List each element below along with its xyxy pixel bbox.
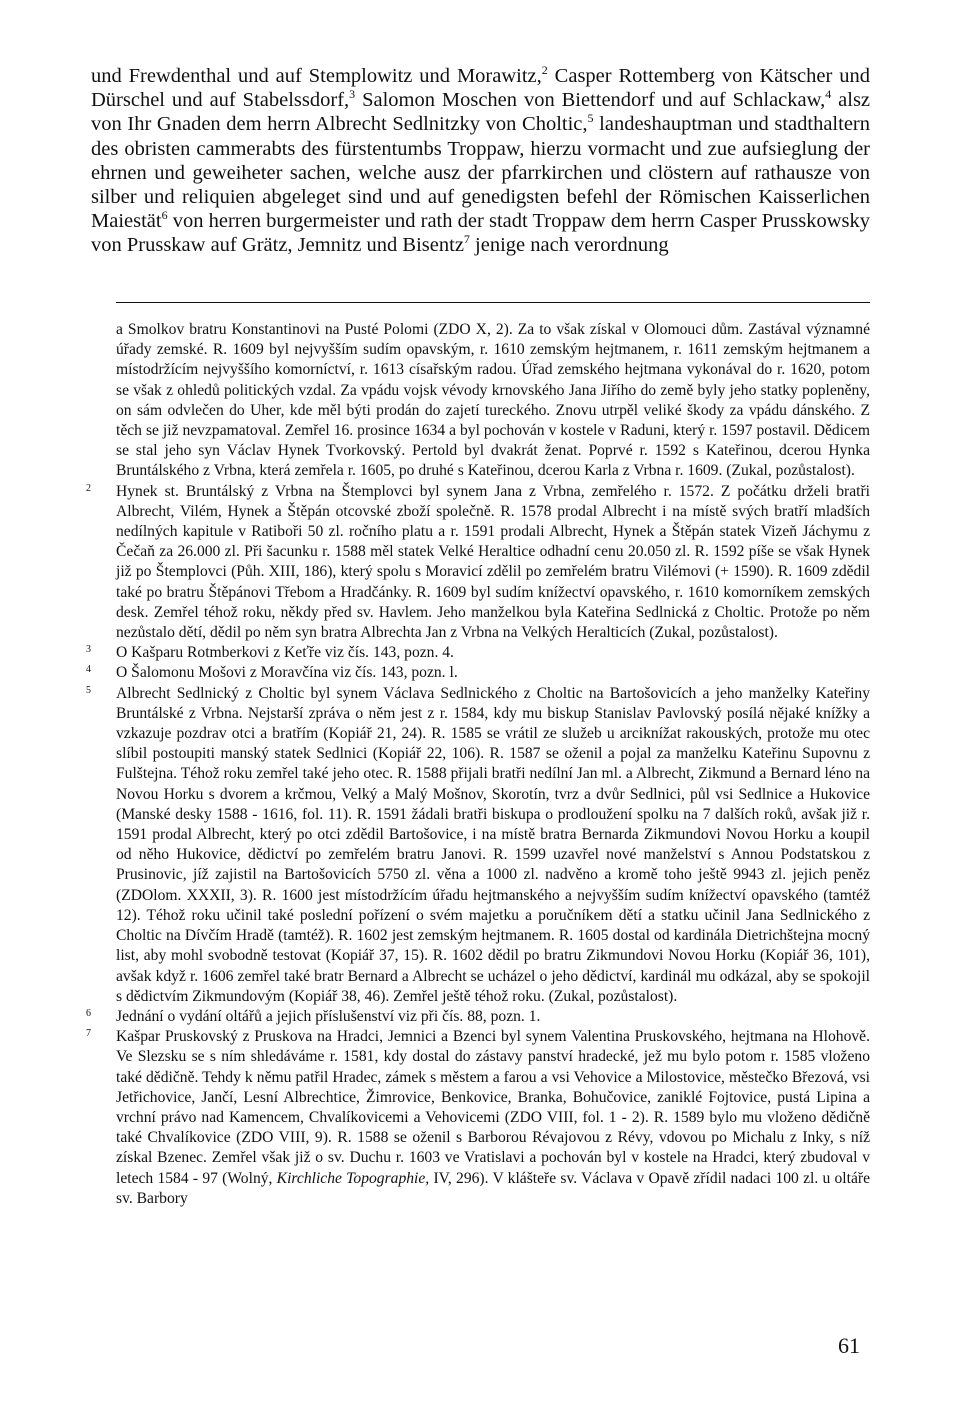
main-text-segment: von herren burgermeister und rath der stadt Troppaw dem herrn Casper Prusskowsky von Prusskaw auf Grätz, Jemnitz und Bisentz [91, 210, 870, 257]
footnote-3 [86, 643, 870, 663]
footnote-7 [86, 1027, 870, 1209]
main-text-paragraph [91, 64, 870, 258]
footnote-text: a Smolkov bratru Konstantinovi na Pusté Polomi (ZDO X, 2). Za to však získal v Olomouci dům. Zastával významné úřady zemské. R. 1609 byl nejvyšším sudím opavským, r. 1610 zemským hejtmanem, r. 1611 zemským hejtmanem a místodržícím nejvyššího komorníctví, r. 1613 císařským radou. Úřad zemského hejtmana vykonával do r. 1620, potom se však z ohledů politických vzdal. Za vpádu vojsk vévody krnovského Jana Jiřího do země byly jeho statky popleněny, on sám odvlečen do Uher, kde měl býti prodán do zajetí tureckého. Znovu utrpěl veliké škody za vpádu dánského. Z těch se již nevzpamatoval. Zemřel 16. prosince 1634 a byl pochován v kostele v Raduni, který r. 1597 postavil. Dědicem se stal jeho syn Václav Hynek Tvorkovský. Pertold byl dvakrát ženat. Poprvé r. 1592 s Kateřinou, dcerou Hynka Bruntálského z Vrbna, která zemřela r. 1605, po druhé s Kateřinou, dcerou Karla z Vrbna r. 1609. (Zukal, pozůstalost). [116, 321, 870, 480]
footnote-number: 2 [86, 482, 91, 494]
footnote-2 [86, 482, 870, 644]
main-text-segment: Salomon Moschen von Biettendorf und auf Schlackaw, [355, 89, 826, 112]
footnote-text: Hynek st. Bruntálský z Vrbna na Štemplovci byl synem Jana z Vrbna, zemřelého r. 1572. Z počátku drželi bratři Albrecht, Vilém, Hynek a Štěpán otcovské zboží společně. R. 1578 prodal Albrecht i na místě svých bratří mladších nedílných kapitule v Ratiboři 50 zl. ročního platu a r. 1591 prodali Albrecht, Hynek a Štěpán statek Vizeň Jáchymu z Čečaň za 26.000 zl. Při šacunku r. 1588 měl statek Velké Heraltice odhadní cenu 20.050 zl. R. 1592 píše se však Hynek již po Štemplovci (Půh. XIII, 186), který spolu s Moravicí zdělil po zemřelém bratru Vilémovi (+ 1590). R. 1609 zdědil také po bratru Štěpánovi Třebom a Hradčánky. R. 1609 byl sudím knížectví opavského, r. 1610 komorníkem zemských desk. Zemřel téhož roku, někdy před sv. Havlem. Jeho manželkou byla Kateřina Sedlnická z Choltic. Protože po něm nezůstalo dětí, dědil po něm syn bratra Albrechta Jan z Vrbna na Velkých Heralticích (Zukal, pozůstalost). [116, 482, 870, 642]
footnote-text: O Šalomonu Mošovi z Moravčína viz čís. 143, pozn. l. [116, 664, 458, 682]
main-text-segment: und Frewdenthal und auf Stemplowitz und Morawitz, [91, 65, 542, 87]
footnote-5 [86, 684, 870, 1007]
footnote-separator-rule [116, 302, 870, 303]
footnote-number: 6 [86, 1007, 91, 1019]
footnote-number: 3 [86, 644, 91, 656]
footnote-text: Albrecht Sedlnický z Choltic byl synem Václava Sedlnického z Choltic na Bartošovicích a jeho manželky Kateřiny Bruntálské z Vrbna. Nejstarší zpráva o něm jest z r. 1584, kdy mu biskup Stanislav Pavlovský posílá nějaké knížky a vzkazuje pozdrav otci a bratřím (Kopiář 21, 24). R. 1585 se vrátil ze služeb u arciknížat rakouských, protože mu otec slíbil postoupiti manský statek Sedlnici (Kopiář 22, 106). R. 1587 se oženil a pojal za manželku Kateřinu Supovnu z Fulštejna. Téhož roku zemřel také jeho otec. R. 1588 přijali bratři nedílní Jan ml. a Albrecht, Zikmund a Bernard léno na Novou Horku s dvorem a krčmou, Velký a Malý Mošnov, Skorotín, tvrz a dvůr Sedlnici, půl vsi Sedlnice a Hukovice (Manské desky 1588 - 1616, fol. 11). R. 1591 žádali bratři biskupa o prodloužení spolku na 7 dalších roků, avšak již r. 1591 prodal Albrecht, který po otci zdědil Bartošovice, i na místě bratra Bernarda Zikmundovi Novou Horku a koupil od něho Hukovice, dědictví po zemřelém bratru Janovi. R. 1599 uzavřel nové manželství s Annou Podstatskou z Prusinovic, jíž zajistil na Bartošovicích 5750 zl. věna a 1000 zl. nadvěno a kromě toho ještě 9943 zl. jejich peněz (ZDOlom. XXXII, 3). R. 1600 jest místodržícím úřadu hejtmanského a nejvyšším sudím knížectví opavského (tamtéž 12). Téhož roku učinil také poslední pořízení o svém majetku a poručníkem dětí a statku učinil Jana Sedlnického z Choltic na Dívčím Hradě (tamtéž). R. 1602 jest zemským hejtmanem. R. 1605 dostal od kardinála Dietrichštejna mocný list, aby mohl svobodně testovat (Kopiář 37, 15). R. 1602 dědil po bratru Zikmundovi Novou Horku (Kopiář 36, 101), avšak když r. 1606 zemřel také bratr Bernard a Albrecht se ucházel o jeho dědictví, kardinál mu odkázal, aby se spokojil s dědictvím Zikmundovým (Kopiář 38, 46). Zemřel ještě téhož roku. (Zukal, pozůstalost). [116, 684, 870, 1005]
footnote-ref-2[interactable]: 2 [541, 63, 548, 78]
footnote-ref-3[interactable]: 3 [349, 87, 356, 102]
main-text-segment: landeshauptman und stadthaltern des obristen cammerabts des fürstentumbs Troppaw, hierzu vormacht und zue aufsieglung der ehrnen und geweiheter sachen, welche ausz der pfarrkirchen und clöstern auf rathausze von silber und reliquien abgeleget sind und auf genedigsten befehl der Römischen Kaisserlichen Maiestät [91, 113, 871, 233]
main-text-segment: Casper Rottemberg von Kätscher und Dürschel und auf Stabelssdorf, [91, 65, 870, 112]
footnotes-section [86, 320, 870, 1209]
main-text-segment: alsz von Ihr Gnaden dem herrn Albrecht Sedlnitzky von Choltic, [91, 89, 871, 136]
footnote-number: 5 [86, 684, 91, 696]
page-number: 61 [838, 1333, 860, 1358]
footnote-continued [86, 320, 870, 482]
footnote-text-part: IV, 296). V klášteře sv. Václava v Opavě zřídil nadaci 100 zl. u oltáře sv. Barbory [116, 1169, 870, 1207]
footnote-ref-7[interactable]: 7 [463, 232, 470, 247]
footnote-6 [86, 1007, 870, 1027]
footnote-text [116, 1027, 870, 1209]
footnote-ref-5[interactable]: 5 [587, 111, 594, 126]
footnote-text: O Kašparu Rotmberkovi z Keťře viz čís. 143, pozn. 4. [116, 644, 454, 662]
footnote-ref-6[interactable]: 6 [161, 208, 168, 223]
footnote-number: 4 [86, 664, 91, 676]
footnote-text-part: Kašpar Pruskovský z Pruskova na Hradci, Jemnici a Bzenci byl synem Valentina Pruskovského, hejtmana na Hlohově. Ve Slezsku se s ním shledáváme r. 1581, kdy dostal do zástavy panství hradecké, jež mu bylo potom r. 1585 vloženo také dědičně. Tehdy k němu patřil Hradec, zámek s městem a farou a vsi Vehovice a Milostovice, městečko Březová, vsi Jetřichovice, Jančí, Lesní Albrechtice, Žimrovice, Benkovice, Branka, Bohučovice, zaniklé Fojtovice, pustá Lipina a vrchní právo nad Kamencem, Chvalíkovicemi a Vehovicemi (ZDO VIII, fol. 1 - 2). R. 1589 bylo mu vloženo dědičně také Chvalíkovice (ZDO VIII, 9). R. 1588 se oženil s Barborou Révajovou z Révy, vdovou po Michalu z Inky, s níž získal Bzenec. Zemřel však již o sv. Duchu r. 1603 ve Vratislavi a pochován byl v kostele na Hradci, který zbudoval v letech 1584 - 97 (Wolný, [116, 1028, 870, 1187]
footnote-text: Jednání o vydání oltářů a jejich příslušenství viz při čís. 88, pozn. 1. [116, 1007, 541, 1025]
footnote-book-title: Kirchliche Topographie, [276, 1169, 430, 1187]
footnote-ref-4[interactable]: 4 [825, 87, 832, 102]
main-text-segment: jenige nach verordnung [469, 234, 669, 257]
footnote-4 [86, 663, 870, 683]
footnote-number: 7 [86, 1028, 91, 1040]
